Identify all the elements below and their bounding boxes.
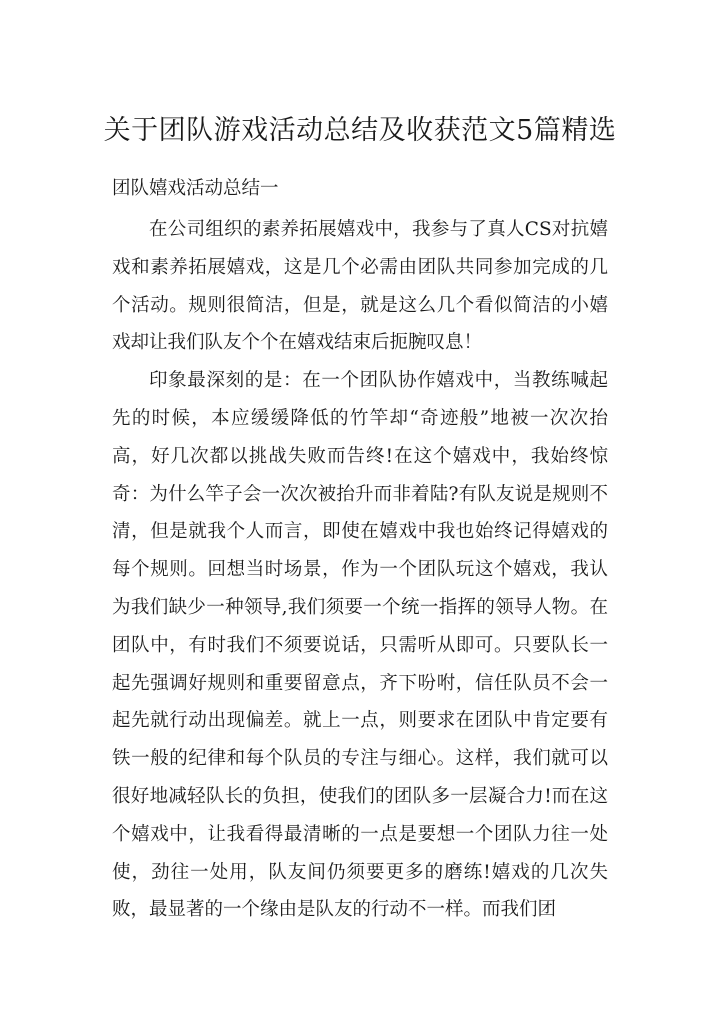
paragraph-1: 在公司组织的素养拓展嬉戏中，我参与了真人CS对抗嬉戏和素养拓展嬉戏，这是几个必需由团队共同参加完成的几个活动。规则很简洁，但是，就是这么几个看似简洁的小嬉戏却让我们队友个个在嬉戏结束后扼腕叹息！: [112, 219, 608, 354]
paragraph-2: 印象最深刻的是：在一个团队协作嬉戏中，当教练喊起先的时候，本应缓缓降低的竹竿却“奇迹般”地被一次次抬高，好几次都以挑战失败而告终!在这个嬉戏中，我始终惊奇：为什么竿子会一次次被抬升而非着陆?有队友说是规则不清，但是就我个人而言，即使在嬉戏中我也始终记得嬉戏的每个规则。回想当时场景，作为一个团队玩这个嬉戏，我认为我们缺少一种领导,我们须要一个统一指挥的领导人物。在团队中，有时我们不须要说话，只需听从即可。只要队长一起先强调好规则和重要留意点，齐下吩咐，信任队员不会一起先就行动出现偏差。就上一点，则要求在团队中肯定要有铁一般的纪律和每个队员的专注与细心。这样，我们就可以很好地减轻队长的负担，使我们的团队多一层凝合力!而在这个嬉戏中，让我看得最清晰的一点是要想一个团队力往一处使，劲往一处用，队友间仍须要更多的磨练!嬉戏的几次失败，最显著的一个缘由是队友的行动不一样。而我们团: [112, 370, 608, 921]
document-body: [112, 211, 608, 929]
section-heading: 团队嬉戏活动总结一: [112, 178, 279, 199]
document-title: 关于团队游戏活动总结及收获范文5篇精选: [103, 115, 617, 146]
